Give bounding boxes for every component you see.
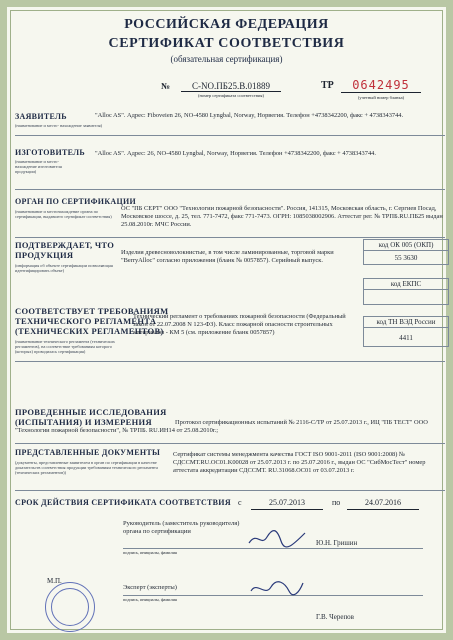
applicant-text: "Alloc AS". Адрес: Fiboveien 26, NO-4580 Lyngbal, Norway, Норвегия. Телефон +4738342200, факс + 4738343744. <box>95 112 404 119</box>
divider <box>15 189 445 190</box>
product-label-line2: ПРОДУКЦИЯ <box>15 250 74 260</box>
inner-frame <box>10 10 443 630</box>
divider <box>15 490 445 491</box>
blank-number: 0642495 <box>341 78 421 93</box>
date-underline <box>347 509 419 510</box>
head-sign-hint: подпись, инициалы, фамилия <box>123 550 177 555</box>
tnved-code-value: 4411 <box>399 334 413 342</box>
tr-label: ТР <box>321 80 334 91</box>
product-label <box>15 240 114 260</box>
requirements-text: Технический регламент о требованиях пожарной безопасности (Федеральный закон от 22.07.2008 N 123-ФЗ). Класс пожарной опасности строительных материалов - КМ 5 (см. приложение бланк 0057857) <box>133 313 346 337</box>
divider <box>15 443 445 444</box>
ekps-code-box <box>363 278 449 305</box>
validity-from-date: 25.07.2013 <box>269 498 305 507</box>
manufacturer-label: ИЗГОТОВИТЕЛЬ <box>15 148 85 157</box>
validity-from-word: с <box>238 498 242 507</box>
okp-code-box <box>363 239 449 265</box>
manufacturer-text: "Alloc AS". Адрес: 26, NO-4580 Lyngbal, Norway, Норвегия. Телефон +4738342200, факс + 4738343744. <box>95 150 376 157</box>
documents-label: ПРЕДСТАВЛЕННЫЕ ДОКУМЕНТЫ <box>15 448 161 457</box>
number-sign: № <box>161 81 171 91</box>
tnved-code-title: код ТН ВЭД России <box>364 317 448 328</box>
cert-body-label: ОРГАН ПО СЕРТИФИКАЦИИ <box>15 197 137 206</box>
requirements-label-line1: СООТВЕТСТВУЕТ ТРЕБОВАНИЯМ <box>15 306 169 316</box>
head-signature-icon <box>247 527 307 549</box>
validity-to-date: 24.07.2016 <box>365 498 401 507</box>
blank-number-hint: (учетный номер бланка) <box>357 95 405 100</box>
requirements-label-line2: ТЕХНИЧЕСКОГО РЕГЛАМЕНТА <box>15 316 157 326</box>
number-row <box>11 78 442 101</box>
cert-body-hint: (наименование и местонахождение органа по сертификации, выдавшего сертификат соответствия) <box>15 209 112 219</box>
seal-inner-icon <box>51 588 89 626</box>
expert-sign-hint: подпись, инициалы, фамилия <box>123 597 177 602</box>
validity-label: СРОК ДЕЙСТВИЯ СЕРТИФИКАТА СООТВЕТСТВИЯ <box>15 498 231 507</box>
country-title: РОССИЙСКАЯ ФЕДЕРАЦИЯ <box>124 17 329 32</box>
documents-hint: (документы, представленные заявителем в орган по сертификации в качестве доказательств соответствия продукции требованиям технического регламента (технических регламентов)) <box>15 460 158 475</box>
ekps-code-value <box>364 290 448 304</box>
product-label-line1: ПОДТВЕРЖДАЕТ, ЧТО <box>15 240 115 250</box>
requirements-hint: (наименование технического регламента (технических регламентов), на соответствие требованиям которого (которых) проводилась сертификация) <box>15 339 115 354</box>
divider <box>15 237 445 238</box>
applicant-hint: (наименование и место- нахождение заявителя) <box>15 123 103 128</box>
head-name: Ю.Н. Гришин <box>316 539 358 547</box>
tests-label-line2: (ИСПЫТАНИЯ) И ИЗМЕРЕНИЯ <box>15 417 152 427</box>
divider <box>15 135 445 136</box>
expert-name: Г.В. Черепов <box>316 613 354 621</box>
okp-code-title: код ОК 005 (ОКП) <box>364 240 448 251</box>
expert-signature-icon <box>249 579 305 599</box>
product-text: Изделия древесноволокнистые, в том числе ламинированные, торговой марки "BerryAlloc" согласно приложения (бланк № 0057857). Серийный выпуск. <box>121 249 334 265</box>
tests-label-line1: ПРОВЕДЕННЫЕ ИССЛЕДОВАНИЯ <box>15 407 167 417</box>
certificate-number-hint: (номер сертификата соответствия) <box>198 93 264 98</box>
head-role: Руководитель (заместитель руководителя) органа по сертификации <box>123 520 240 535</box>
divider <box>15 361 445 362</box>
requirements-label-line3: (ТЕХНИЧЕСКИХ РЕГЛАМЕНТОВ) <box>15 326 164 336</box>
documents-text: Сертификат системы менеджмента качества ГОСТ ISO 9001-2011 (ISO 9001:2008) № СДССМТ.RU.OC01.K00028 от 25.07.2013 г. по 25.07.2016 г., выдан ОС "СибМосТест" номер аттестата аккредитации СДССМТ. RU.31068.OC01 от 03.07.2013 г. <box>173 451 426 475</box>
date-underline <box>251 509 323 510</box>
expert-role: Эксперт (эксперты) <box>123 584 177 591</box>
validity-to-word: по <box>332 498 341 507</box>
cert-body-text: ОС "ПБ СЕРТ" ООО "Технологии пожарной безопасности". Россия, 141315, Московская область, г. Сергиев Посад, Московское шоссе, д. 25, тел. 771-7472, факс 771-7473. ОГРН: 1085038002906. Аттестат рег. № ТРПБ.RU.ПБ25 выдан 25.08.2010г. МЧС России. <box>121 205 443 229</box>
product-hint: (информация об объекте сертификации позволяющая идентифицировать объект) <box>15 263 113 273</box>
tests-text: Протокол сертификационных испытаний № 2116-С/ТР от 25.07.2013 г., ИЦ "ПБ ТЕСТ" ООО "Технологии пожарной безопасности", № ТРПБ. RU.ИН14 от 25.08.2010г.; <box>15 419 428 435</box>
ekps-code-title: код ЕКПС <box>364 279 448 290</box>
certificate-subtitle: (обязательная сертификация) <box>170 54 283 64</box>
tnved-code-box <box>363 316 449 347</box>
certificate-title: СЕРТИФИКАТ СООТВЕТСТВИЯ <box>108 36 345 51</box>
certificate-number: C-NO.ПБ25.В.01889 <box>181 81 281 92</box>
applicant-label: ЗАЯВИТЕЛЬ <box>15 112 67 121</box>
okp-code-value: 55 3630 <box>394 254 418 262</box>
manufacturer-hint: (наименование и место- нахождение изготовителя продукции) <box>15 159 62 174</box>
stamp-label: М.П. <box>47 577 62 585</box>
